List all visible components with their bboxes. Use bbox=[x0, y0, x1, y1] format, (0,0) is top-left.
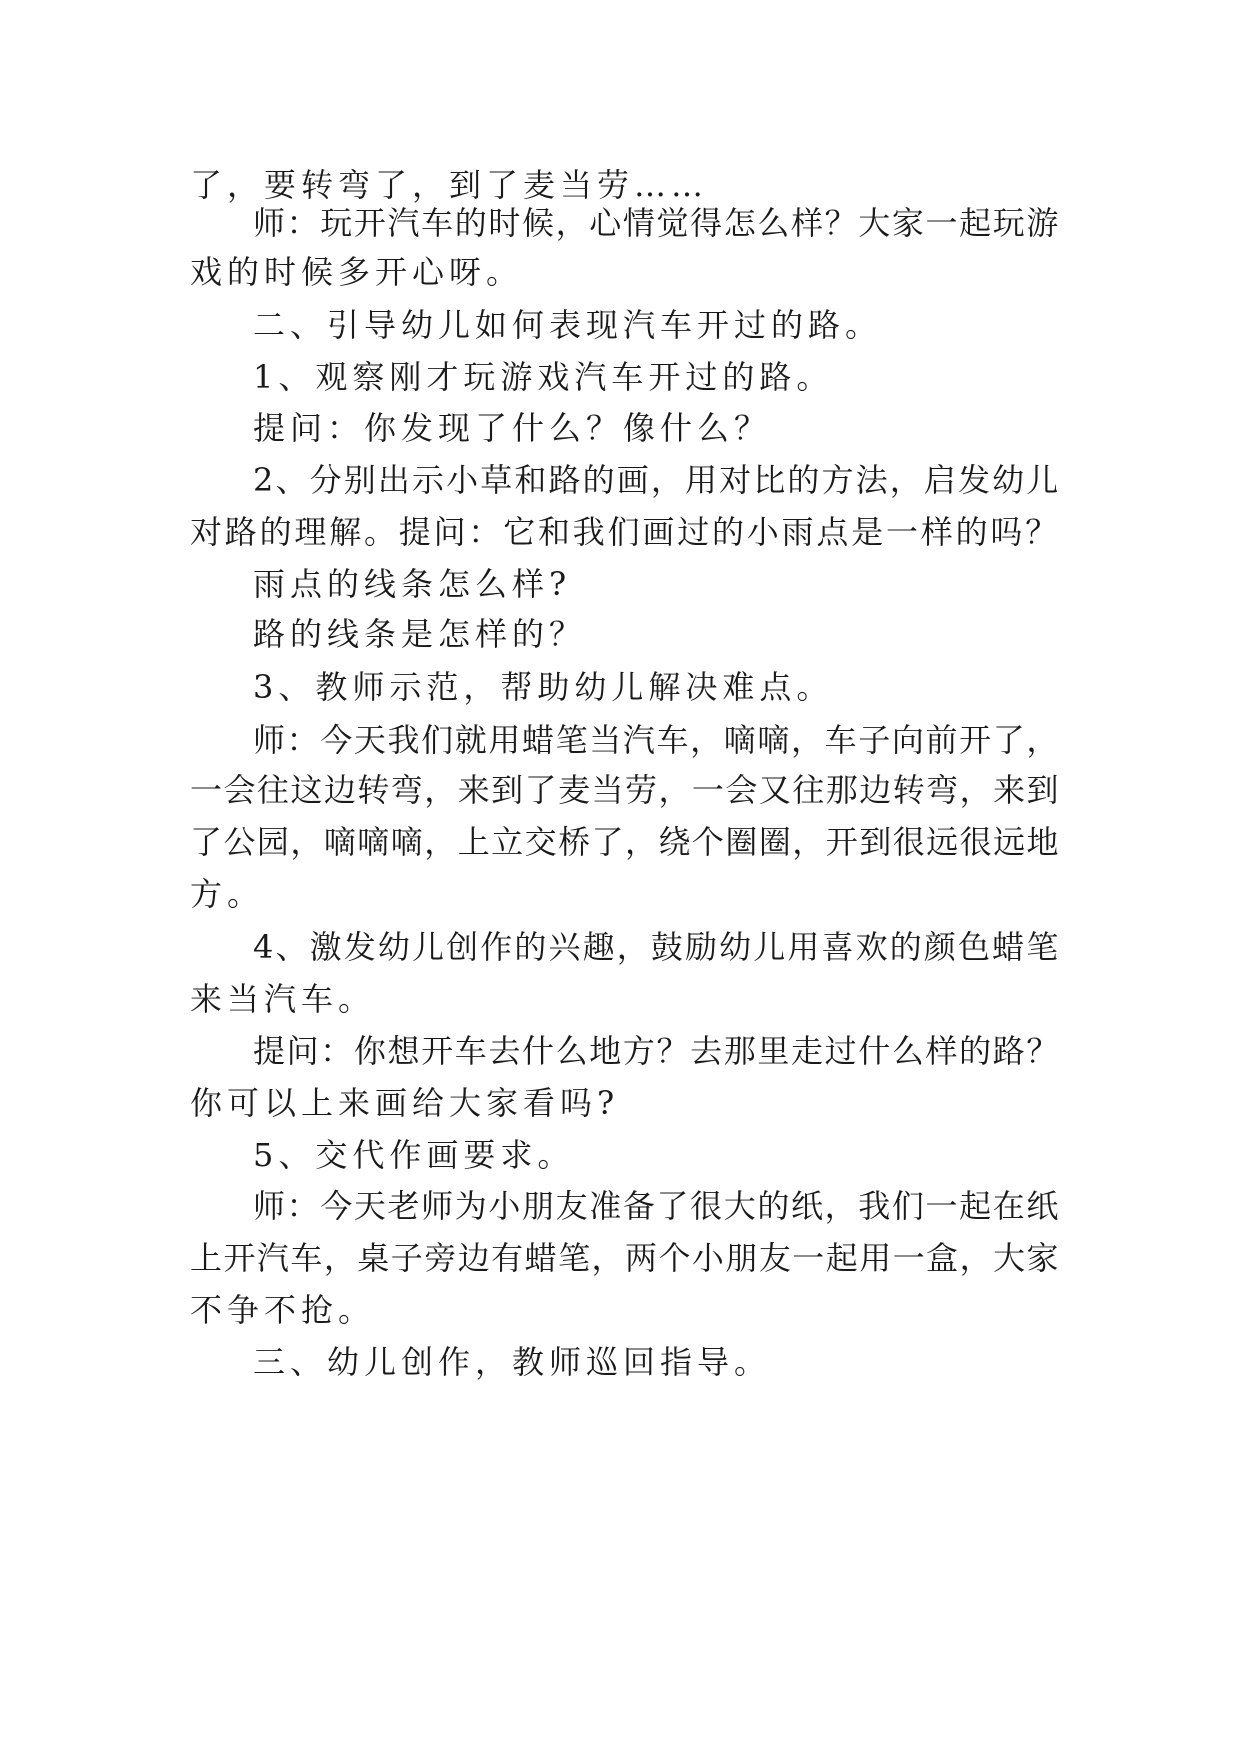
text-line: 提问：你想开车去什么地方？去那里走过什么样的路？ bbox=[253, 1032, 1061, 1070]
text-line: 雨点的线条怎么样? bbox=[253, 565, 572, 603]
text-line: 上开汽车，桌子旁边有蜡笔，两个小朋友一起用一盒，大家 bbox=[190, 1239, 1061, 1277]
text-line: 师：玩开汽车的时候，心情觉得怎么样？大家一起玩游 bbox=[253, 204, 1061, 242]
text-line: 路的线条是怎样的？ bbox=[253, 615, 587, 653]
list-item: 1、观察刚才玩游戏汽车开过的路。 bbox=[253, 358, 834, 396]
text-line: 一会往这边转弯，来到了麦当劳，一会又往那边转弯，来到 bbox=[190, 771, 1061, 809]
text-line: 方。 bbox=[190, 875, 265, 913]
text-line: 了公园，嘀嘀嘀，上立交桥了，绕个圈圈，开到很远很远地 bbox=[190, 823, 1061, 861]
section-heading: 三、幼儿创作，教师巡回指导。 bbox=[253, 1343, 772, 1381]
list-item: 3、教师示范，帮助幼儿解决难点。 bbox=[253, 668, 834, 706]
text-line: 师：今天老师为小朋友准备了很大的纸，我们一起在纸 bbox=[253, 1187, 1061, 1225]
text-line: 不争不抢。 bbox=[190, 1291, 376, 1329]
text-line: 提问：你发现了什么？像什么？ bbox=[253, 409, 772, 447]
section-heading: 二、引导幼儿如何表现汽车开过的路。 bbox=[253, 306, 883, 344]
text-line: 师：今天我们就用蜡笔当汽车，嘀嘀，车子向前开了， bbox=[253, 721, 1061, 759]
list-item: 2、分别出示小草和路的画，用对比的方法，启发幼儿 bbox=[253, 461, 1061, 499]
list-item: 4、激发幼儿创作的兴趣，鼓励幼儿用喜欢的颜色蜡笔 bbox=[253, 928, 1061, 966]
text-line: 戏的时候多开心呀。 bbox=[190, 253, 524, 291]
text-line: 了，要转弯了，到了麦当劳…… bbox=[190, 166, 709, 204]
text-line: 你可以上来画给大家看吗? bbox=[190, 1084, 620, 1122]
text-line: 对路的理解。提问：它和我们画过的小雨点是一样的吗？ bbox=[190, 513, 1061, 551]
list-item: 5、交代作画要求。 bbox=[253, 1136, 575, 1174]
text-line: 来当汽车。 bbox=[190, 980, 376, 1018]
